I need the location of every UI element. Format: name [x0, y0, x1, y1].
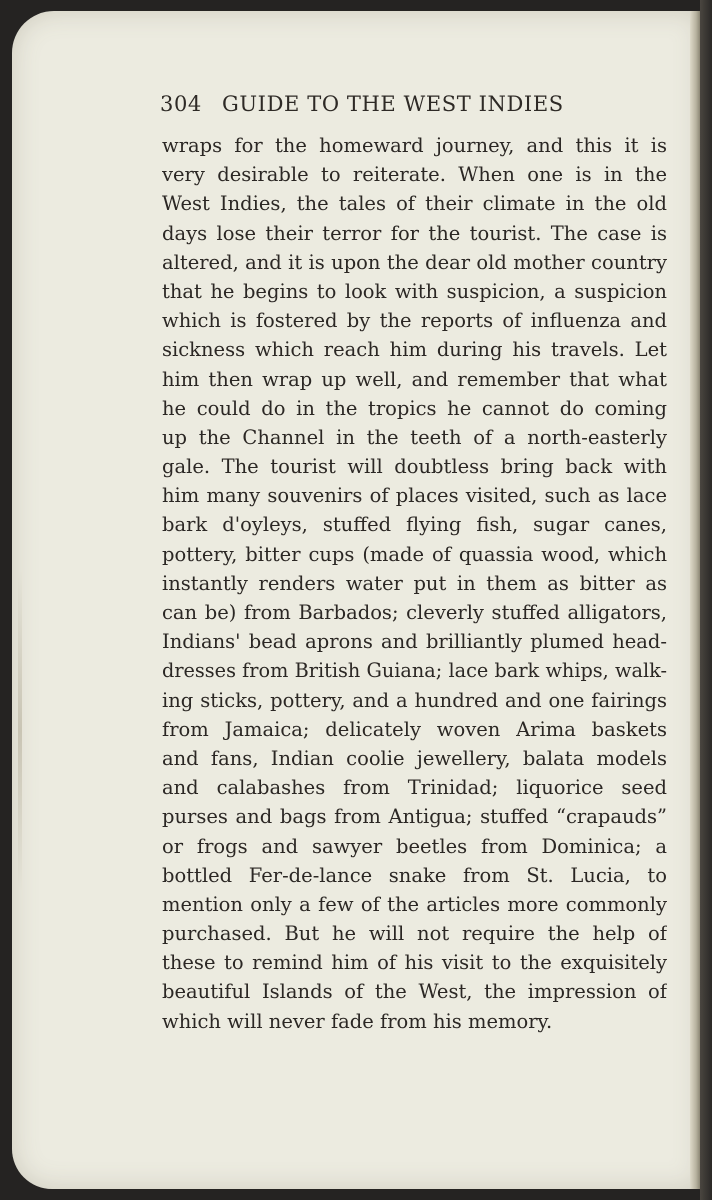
text-line: he could do in the tropics he cannot do coming [162, 396, 667, 420]
text-line: ing sticks, pottery, and a hundred and one fairings [162, 688, 667, 712]
body-text [162, 131, 667, 1036]
running-head [160, 92, 635, 116]
text-line: and fans, Indian coolie jewellery, balata models [162, 746, 667, 770]
text-line: from Jamaica; delicately woven Arima baskets [162, 717, 667, 741]
text-line: him then wrap up well, and remember that what [162, 367, 667, 391]
running-title: GUIDE TO THE WEST INDIES [222, 92, 564, 116]
text-line: or frogs and sawyer beetles from Dominica; a [162, 834, 667, 858]
text-line: pottery, bitter cups (made of quassia wood, which [162, 542, 667, 566]
text-line: can be) from Barbados; cleverly stuffed alligators, [162, 601, 667, 624]
text-line: purses and bags from Antigua; stuffed “crapauds” [162, 805, 667, 829]
text-line: days lose their terror for the tourist. The case is [162, 221, 667, 245]
text-line: gale. The tourist will doubtless bring back with [162, 455, 667, 479]
text-line: very desirable to reiterate. When one is in the [162, 163, 667, 187]
text-line: bark d'oyleys, stuffed flying fish, sugar canes, [162, 513, 667, 537]
text-line: and calabashes from Trinidad; liquorice seed [162, 776, 667, 800]
text-line: up the Channel in the teeth of a north-easterly [162, 425, 667, 449]
text-line: which will never fade from his memory. [162, 1009, 553, 1033]
page-edge [690, 11, 700, 1189]
text-line: wraps for the homeward journey, and this it is [162, 134, 667, 157]
text-line: sickness which reach him during his travels. Let [162, 338, 667, 362]
text-line: him many souvenirs of places visited, such as lace [162, 484, 667, 508]
page-number: 304 [160, 92, 202, 116]
text-line: bottled Fer-de-lance snake from St. Lucia, to [162, 863, 667, 887]
text-line: dresses from British Guiana; lace bark whips, walk- [162, 659, 667, 683]
page-crease [18, 571, 22, 891]
text-line: that he begins to look with suspicion, a suspicion [162, 279, 667, 303]
text-line: purchased. But he will not require the help of [162, 922, 667, 946]
text-line: mention only a few of the articles more commonly [162, 892, 667, 916]
text-line: West Indies, the tales of their climate in the old [162, 192, 667, 216]
book-spine [700, 0, 712, 1200]
text-line: beautiful Islands of the West, the impression of [162, 980, 667, 1004]
text-line: Indians' bead aprons and brilliantly plumed head- [162, 630, 667, 654]
text-line: instantly renders water put in them as bitter as [162, 571, 667, 595]
text-line: these to remind him of his visit to the exquisitely [162, 951, 667, 975]
text-line: which is fostered by the reports of influenza and [162, 309, 667, 333]
text-line: altered, and it is upon the dear old mother country [162, 250, 667, 274]
